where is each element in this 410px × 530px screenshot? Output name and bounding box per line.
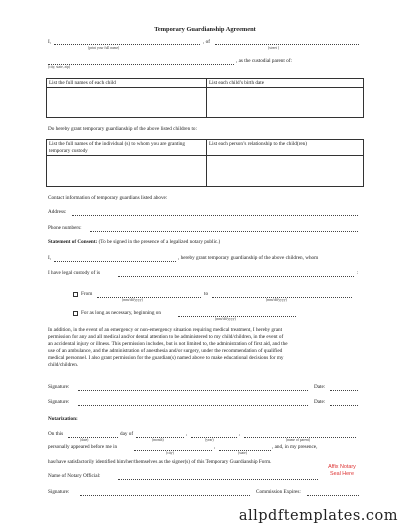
from-date-hint: (mm/dd/yyyy) (122, 298, 143, 302)
comma-1: , (186, 431, 188, 437)
notary-signature-label: Signature: (48, 489, 70, 495)
signature-1-label: Signature: (48, 384, 70, 390)
guardian-relationship-header: List each person’s relationship to the child(ren) (209, 141, 307, 147)
from-checkbox[interactable] (73, 292, 78, 297)
phone-field[interactable] (90, 231, 358, 232)
commission-expires-field[interactable] (307, 495, 359, 496)
grant-guardianship-text: Do hereby grant temporary guardianship of the above listed children to: (48, 126, 197, 132)
paragraph-line: child/children. (48, 362, 79, 369)
children-table-header-rule (46, 87, 364, 88)
custody-label: I have legal custody of is (48, 270, 101, 276)
guardian-table-divider (206, 139, 207, 187)
street-hint: (street ) (268, 46, 280, 50)
custody-end: : (357, 270, 359, 276)
children-table-divider (206, 78, 207, 118)
long-as-necessary-checkbox[interactable] (73, 311, 78, 316)
commission-expires-label: Commission Expires: (256, 489, 301, 495)
beginning-date-hint: (mm/dd/yyyy) (215, 317, 236, 321)
hint-month: (month) (152, 438, 164, 442)
date-1-label: Date: (314, 384, 326, 390)
on-this-label: On this (48, 431, 64, 437)
parent-name-field[interactable] (54, 44, 200, 45)
long-as-necessary-label: For as long as necessary, beginning on (81, 310, 161, 316)
children-names-header: List the full names of each child (49, 80, 116, 86)
identified-text: has/have satisfactorily identified him/her/themselves as the signer(s) of this Temporary Guardianship Form. (48, 459, 272, 465)
paragraph-line: use of an ambulance, and the administration of anesthesia and/or surgery, under the recommendation of qualified (48, 348, 283, 355)
signature-2-label: Signature: (48, 399, 70, 405)
custodial-parent-label: , as the custodial parent of: (236, 58, 292, 64)
signature-2-field[interactable] (78, 405, 308, 406)
date-1-field[interactable] (330, 390, 358, 391)
comma-3: , (214, 444, 216, 450)
consent-grant-line: , hereby grant temporary guardianship of the above children, whom (178, 255, 319, 261)
and-in-presence-label: , and, in my presence, (272, 444, 318, 450)
consent-heading-row (48, 240, 220, 245)
of-label: , of (203, 39, 210, 45)
paragraph-line: In addition, in the event of an emergency or non-emergency situation requiring medical treatment, I hereby grant (48, 327, 283, 333)
custody-field[interactable] (118, 276, 354, 277)
to-date-hint: (mm/dd/yyyy) (266, 298, 287, 302)
date-2-field[interactable] (330, 405, 358, 406)
document-title: Temporary Guardianship Agreement (154, 26, 256, 33)
city-hint: (city, state, zip) (48, 65, 71, 69)
from-date-field[interactable] (97, 297, 201, 298)
hint-parent: (name of parent) (286, 438, 310, 442)
hint-date: (date) (80, 438, 89, 442)
from-label: From (81, 291, 93, 297)
consent-i-label: I, (48, 255, 52, 261)
paragraph-line: permission for any and all medical and/or dental attention to be administered to my child/children, in the event of (48, 334, 284, 341)
hint-city: (city) (166, 451, 174, 455)
consent-heading: Statement of Consent: (48, 239, 98, 245)
notary-signature-field[interactable] (80, 495, 250, 496)
notarization-heading: Notarization: (48, 416, 78, 422)
notary-name-label: Name of Notary Official: (48, 473, 101, 479)
address-label: Address: (48, 209, 67, 215)
address-field[interactable] (72, 215, 358, 216)
consent-instruction: (To be signed in the presence of a legalized notary public.) (98, 239, 221, 245)
appeared-label: personally appeared before me in (48, 444, 118, 450)
parent-intro-label: I, (48, 39, 52, 45)
date-2-label: Date: (314, 399, 326, 405)
guardian-names-header: List the full names of the individual (s) to whom you are granting temporary custody (49, 141, 185, 154)
watermark-footer: allpdftemplates.com (238, 508, 398, 524)
guardian-table-header-rule (46, 155, 364, 156)
to-label: to (204, 291, 209, 297)
day-of-label: day of (120, 431, 134, 437)
consent-name-field[interactable] (54, 261, 176, 262)
notary-date-field[interactable] (68, 437, 118, 438)
signature-1-field[interactable] (78, 390, 308, 391)
affix-seal-note: Affix Notary Seal Here (328, 464, 356, 477)
street-field[interactable] (215, 44, 359, 45)
children-birthdate-header: List each child’s birth date (209, 80, 265, 86)
phone-label: Phone numbers: (48, 225, 82, 231)
name-hint: (print your full name) (88, 46, 120, 50)
medical-permission-paragraph (48, 327, 288, 370)
paragraph-line: an accidental injury or illness. This permission includes, but is not limited to, the administration of first aid, and the (48, 341, 288, 348)
contact-heading: Contact information of temporary guardians listed above: (48, 195, 168, 201)
notary-year-field[interactable] (191, 437, 237, 438)
hint-year: (year) (205, 438, 214, 442)
notary-name-field[interactable] (118, 479, 318, 480)
paragraph-line: medical personnel. I also grant permission for the guardian(s) named above to make educational decisions for my (48, 355, 284, 362)
comma-2: , (239, 431, 241, 437)
city-state-zip-field[interactable] (48, 64, 234, 65)
beginning-date-field[interactable] (178, 316, 296, 317)
hint-state: (state) (238, 451, 247, 455)
